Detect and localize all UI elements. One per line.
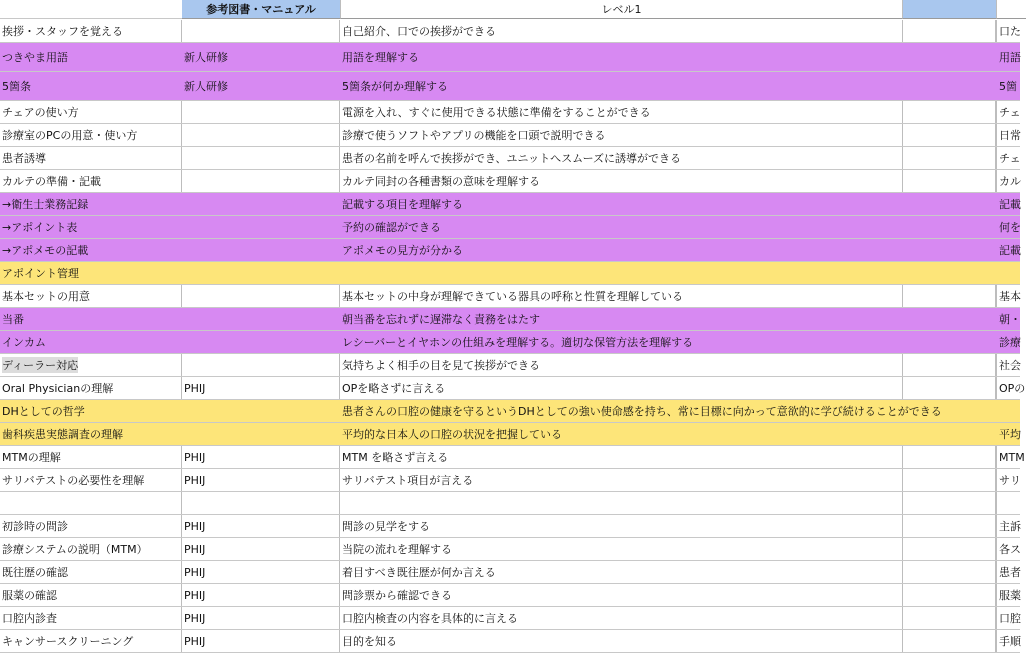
cell-col4[interactable] <box>903 124 996 146</box>
table-row <box>0 72 1020 101</box>
cell-item[interactable]: アポイント管理 <box>2 267 79 280</box>
table-row <box>0 400 1020 423</box>
cell-col4[interactable] <box>903 354 996 376</box>
table-row <box>0 43 1020 72</box>
header-row <box>0 0 1020 20</box>
cell-next[interactable] <box>996 492 1026 514</box>
cell-item[interactable]: 歯科疾患実態調査の理解 <box>2 428 123 441</box>
cell-col4[interactable] <box>903 285 996 307</box>
cell-level1[interactable]: MTM を略さず言える <box>340 446 903 468</box>
cell-col4[interactable] <box>903 469 996 491</box>
cell-item[interactable]: DHとしての哲学 <box>2 405 85 418</box>
cell-level1[interactable]: 電源を入れ、すぐに使用できる状態に準備をすることができる <box>340 101 903 123</box>
cell-col4[interactable] <box>903 331 996 353</box>
cell-item[interactable]: 服薬の確認 <box>0 584 182 606</box>
cell-reference[interactable]: PHIJ <box>182 561 340 583</box>
cell-col4[interactable] <box>903 101 996 123</box>
table-row <box>0 262 1020 285</box>
cell-level1[interactable]: 着目すべき既往歴が何か言える <box>340 561 903 583</box>
cell-col4[interactable] <box>903 216 996 238</box>
cell-reference[interactable]: PHIJ <box>182 630 340 652</box>
cell-reference[interactable] <box>182 20 340 42</box>
table-row <box>0 354 1020 377</box>
cell-next[interactable]: 口腔 <box>996 607 1026 629</box>
table-row <box>0 193 1020 216</box>
cell-item[interactable]: 診療システムの説明（MTM） <box>0 538 182 560</box>
cell-item[interactable]: インカム <box>2 336 46 349</box>
cell-level1[interactable]: 患者の名前を呼んで挨拶ができ、ユニットへスムーズに誘導ができる <box>340 147 903 169</box>
table-row <box>0 101 1020 124</box>
cell-item[interactable]: 初診時の問診 <box>0 515 182 537</box>
cell-col4[interactable] <box>903 72 996 100</box>
cell-level1[interactable]: 口腔内検査の内容を具体的に言える <box>340 607 903 629</box>
cell-col4[interactable] <box>903 630 996 652</box>
cell-level1[interactable]: 平均的な日本人の口腔の状況を把握している <box>342 428 562 441</box>
cell-col4[interactable] <box>903 561 996 583</box>
cell-next[interactable]: OPの <box>996 377 1026 399</box>
cell-next[interactable]: 基本 <box>996 285 1026 307</box>
cell-next[interactable]: 主訴 <box>996 515 1026 537</box>
cell-item[interactable]: →衛生士業務記録 <box>2 198 89 211</box>
cell-col4[interactable] <box>903 377 996 399</box>
cell-col4[interactable] <box>903 515 996 537</box>
cell-level1[interactable]: 自己紹介、口での挨拶ができる <box>340 20 903 42</box>
cell-col4[interactable] <box>903 147 996 169</box>
cell-reference[interactable]: PHIJ <box>182 584 340 606</box>
cell-level1[interactable]: 目的を知る <box>340 630 903 652</box>
cell-highlight: ディーラー対応 <box>2 359 79 372</box>
table-row <box>0 446 1025 469</box>
cell-item[interactable]: カルテの準備・記載 <box>0 170 182 192</box>
cell-reference[interactable] <box>182 492 340 514</box>
header-cell-next[interactable] <box>996 0 1026 19</box>
cell-level1[interactable]: 朝当番を忘れずに遅滞なく責務をはたす <box>342 313 540 326</box>
header-cell-col4[interactable] <box>903 0 996 19</box>
cell-level1[interactable]: 基本セットの中身が理解できている器具の呼称と性質を理解している <box>340 285 903 307</box>
cell-next[interactable]: 5箇 <box>999 80 1017 93</box>
cell-level1[interactable]: サリバテスト項目が言える <box>340 469 903 491</box>
cell-item[interactable]: 口腔内診査 <box>0 607 182 629</box>
table-row <box>0 469 1020 492</box>
cell-level1[interactable]: アポメモの見方が分かる <box>342 244 463 257</box>
cell-level1[interactable]: カルテ同封の各種書類の意味を理解する <box>340 170 903 192</box>
cell-col4[interactable] <box>903 20 996 42</box>
cell-level1[interactable]: 診療で使うソフトやアプリの機能を口頭で説明できる <box>340 124 903 146</box>
cell-col4[interactable] <box>903 607 996 629</box>
cell-col4[interactable] <box>903 239 996 261</box>
cell-level1[interactable]: 問診票から確認できる <box>340 584 903 606</box>
cell-next[interactable]: 各ス <box>996 538 1026 560</box>
cell-col4[interactable] <box>903 308 996 330</box>
cell-next[interactable]: 患者 <box>996 561 1026 583</box>
cell-col4[interactable] <box>903 193 996 215</box>
table-row <box>0 492 1020 515</box>
cell-item[interactable]: MTMの理解 <box>0 446 182 468</box>
cell-level1[interactable]: OPを略さずに言える <box>340 377 903 399</box>
cell-level1[interactable] <box>340 262 903 284</box>
cell-level1[interactable]: 気持ちよく相手の目を見て挨拶ができる <box>340 354 903 376</box>
cell-level1[interactable]: 用語を理解する <box>342 51 419 64</box>
cell-reference[interactable]: PHIJ <box>182 469 340 491</box>
cell-reference[interactable] <box>182 400 340 422</box>
cell-item[interactable]: 挨拶・スタッフを覚える <box>0 20 182 42</box>
cell-item[interactable] <box>0 354 182 376</box>
cell-next[interactable]: 記載 <box>999 244 1021 257</box>
cell-next[interactable]: 口た <box>996 20 1026 42</box>
cell-reference[interactable] <box>182 262 340 284</box>
cell-item[interactable]: 患者誘導 <box>0 147 182 169</box>
cell-next[interactable] <box>996 262 1026 284</box>
cell-col4[interactable] <box>903 446 996 468</box>
cell-item[interactable]: →アポイント表 <box>2 221 78 234</box>
cell-reference[interactable] <box>182 147 340 169</box>
cell-next[interactable]: 記載 <box>999 198 1021 211</box>
cell-level1[interactable] <box>340 492 903 514</box>
table-row <box>0 377 1026 400</box>
cell-level1[interactable]: 当院の流れを理解する <box>340 538 903 560</box>
cell-reference[interactable] <box>182 308 340 330</box>
cell-item[interactable]: サリバテストの必要性を理解 <box>0 469 182 491</box>
cell-reference[interactable]: PHIJ <box>182 377 340 399</box>
cell-item[interactable]: 当番 <box>2 313 24 326</box>
cell-col4[interactable] <box>903 170 996 192</box>
header-cell-level1[interactable]: レベル1 <box>340 0 903 19</box>
table-row <box>0 561 1020 584</box>
cell-level1[interactable]: 記載する項目を理解する <box>342 198 463 211</box>
cell-reference[interactable]: 新人研修 <box>184 80 228 93</box>
table-row <box>0 538 1020 561</box>
cell-item[interactable]: 診療室のPCの用意・使い方 <box>0 124 182 146</box>
cell-next[interactable]: 平均 <box>999 428 1021 441</box>
cell-item[interactable] <box>0 492 182 514</box>
cell-item[interactable]: 5箇条 <box>2 80 31 93</box>
table-row <box>0 331 1020 354</box>
cell-reference[interactable] <box>182 216 340 238</box>
table-row <box>0 423 1020 446</box>
cell-next[interactable]: 用語 <box>999 51 1021 64</box>
cell-next[interactable]: 診療 <box>999 336 1021 349</box>
cell-item[interactable]: 基本セットの用意 <box>0 285 182 307</box>
cell-level1[interactable]: レシーバーとイヤホンの仕組みを理解する。適切な保管方法を理解する <box>342 336 694 349</box>
cell-col4[interactable] <box>903 423 996 445</box>
cell-item[interactable]: Oral Physicianの理解 <box>0 377 182 399</box>
cell-item[interactable]: つきやま用語 <box>2 51 68 64</box>
cell-reference[interactable]: PHIJ <box>182 515 340 537</box>
table-row <box>0 20 1020 43</box>
cell-reference[interactable]: PHIJ <box>182 446 340 468</box>
header-cell-reference[interactable]: 参考図書・マニュアル <box>182 0 340 19</box>
table-row <box>0 285 1020 308</box>
cell-reference[interactable] <box>182 354 340 376</box>
cell-reference[interactable]: PHIJ <box>182 538 340 560</box>
cell-col4[interactable] <box>903 584 996 606</box>
cell-next[interactable]: 日常 <box>996 124 1026 146</box>
cell-reference[interactable] <box>182 285 340 307</box>
cell-col4[interactable] <box>903 43 996 71</box>
cell-reference[interactable] <box>182 193 340 215</box>
cell-reference[interactable] <box>182 124 340 146</box>
table-row <box>0 630 1020 653</box>
cell-next[interactable]: サリ <box>996 469 1026 491</box>
cell-col4[interactable] <box>903 492 996 514</box>
cell-level1[interactable]: 患者さんの口腔の健康を守るというDHとしての強い使命感を持ち、常に目標に向かって意欲的に学び続けることができる <box>342 405 942 418</box>
header-cell-item[interactable] <box>0 0 182 19</box>
cell-reference[interactable]: PHIJ <box>182 607 340 629</box>
table-row <box>0 515 1020 538</box>
cell-next[interactable]: 朝・ <box>999 313 1021 326</box>
table-row <box>0 170 1020 193</box>
table-row <box>0 239 1020 262</box>
cell-next[interactable]: MTM <box>996 446 1026 468</box>
cell-level1[interactable]: 問診の見学をする <box>340 515 903 537</box>
cell-level1[interactable]: 予約の確認ができる <box>342 221 441 234</box>
cell-reference[interactable] <box>182 101 340 123</box>
cell-next[interactable]: カル <box>996 170 1026 192</box>
table-row <box>0 216 1020 239</box>
cell-col4[interactable] <box>903 262 996 284</box>
cell-next[interactable]: 服薬 <box>996 584 1026 606</box>
cell-col4[interactable] <box>903 538 996 560</box>
cell-reference[interactable] <box>182 170 340 192</box>
cell-next[interactable]: 何を <box>999 221 1021 234</box>
cell-next[interactable]: チェ <box>996 147 1026 169</box>
table-row <box>0 147 1020 170</box>
cell-next[interactable]: チェ <box>996 101 1026 123</box>
cell-reference[interactable] <box>182 239 340 261</box>
table-row <box>0 607 1020 630</box>
cell-next[interactable]: 社会 <box>996 354 1026 376</box>
cell-item[interactable]: キャンサースクリーニング <box>0 630 182 652</box>
cell-next[interactable] <box>996 400 1026 422</box>
cell-reference[interactable] <box>182 423 340 445</box>
cell-level1[interactable]: 5箇条が何か理解する <box>342 80 448 93</box>
cell-item[interactable]: チェアの使い方 <box>0 101 182 123</box>
cell-reference[interactable] <box>182 331 340 353</box>
table-row <box>0 124 1020 147</box>
cell-item[interactable]: →アポメモの記載 <box>2 244 89 257</box>
cell-item[interactable]: 既往歴の確認 <box>0 561 182 583</box>
cell-col4[interactable] <box>903 400 996 422</box>
cell-next[interactable]: 手順 <box>996 630 1026 652</box>
table-row <box>0 584 1020 607</box>
table-row <box>0 308 1020 331</box>
cell-reference[interactable]: 新人研修 <box>184 51 228 64</box>
